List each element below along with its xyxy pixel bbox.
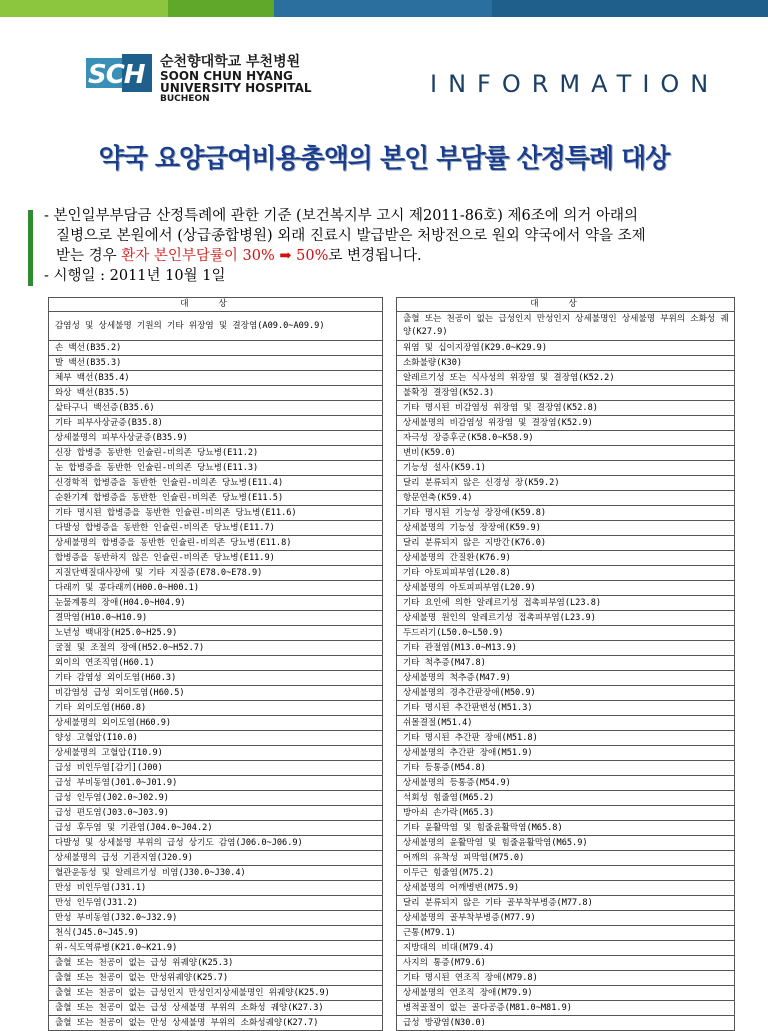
table-row bbox=[397, 806, 735, 821]
table-cell: 기타 감염성 외이도염(H60.3) bbox=[49, 671, 383, 686]
table-row bbox=[49, 386, 383, 401]
table-cell: 다발성 합병증을 동반한 인슐린-비의존 당뇨병(E11.7) bbox=[49, 521, 383, 536]
table-cell: 상세불명 원인의 알레르기성 접촉피부염(L23.9) bbox=[397, 611, 735, 626]
table-row bbox=[397, 971, 735, 986]
table-header: 대상 bbox=[397, 298, 735, 312]
table-row bbox=[49, 521, 383, 536]
table-row bbox=[49, 911, 383, 926]
table-row bbox=[397, 341, 735, 356]
table-row bbox=[397, 686, 735, 701]
logo-text bbox=[160, 54, 311, 104]
table-row bbox=[397, 506, 735, 521]
table-cell: 기타 명시된 연조직 장애(M79.8) bbox=[397, 971, 735, 986]
table-cell: 지방대의 비대(M79.4) bbox=[397, 941, 735, 956]
table-header: 대상 bbox=[49, 298, 383, 312]
notice-accent-bar bbox=[28, 210, 33, 286]
left-disease-table bbox=[48, 297, 383, 1031]
table-cell: 상세불명의 어깨병변(M75.9) bbox=[397, 881, 735, 896]
table-row bbox=[49, 581, 383, 596]
notice-line-1: - 본인일부부담금 산정특례에 관한 기준 (보건복지부 고시 제2011-86호) 제6조에 의거 아래의 bbox=[44, 208, 639, 224]
table-cell: 소화불량(K30) bbox=[397, 356, 735, 371]
table-row bbox=[49, 866, 383, 881]
table-cell: 급성 비인두염[감기](J00) bbox=[49, 761, 383, 776]
table-cell: 불확정 결장염(K52.3) bbox=[397, 386, 735, 401]
table-cell: 손 백선(B35.2) bbox=[49, 341, 383, 356]
hospital-logo bbox=[86, 54, 311, 104]
bar-segment bbox=[274, 0, 492, 17]
table-row bbox=[49, 941, 383, 956]
page-title: 약국 요양급여비용총액의 본인 부담률 산정특례 대상 bbox=[98, 144, 670, 174]
top-color-bar bbox=[0, 0, 768, 17]
table-row bbox=[397, 986, 735, 1001]
table-cell: 기타 명시된 추간판 장애(M51.8) bbox=[397, 731, 735, 746]
table-row bbox=[397, 611, 735, 626]
table-row bbox=[49, 746, 383, 761]
table-cell: 급성 후두염 및 기관염(J04.0~J04.2) bbox=[49, 821, 383, 836]
table-row bbox=[49, 596, 383, 611]
table-row bbox=[397, 536, 735, 551]
table-cell: 기타 관절염(M13.0~M13.9) bbox=[397, 641, 735, 656]
logo-name-ko: 순천향대학교 부천병원 bbox=[160, 54, 301, 70]
table-cell: 신경학적 합병증을 동반한 인슐린-비의존 당뇨병(E11.4) bbox=[49, 476, 383, 491]
table-cell: 방아쇠 손가락(M65.3) bbox=[397, 806, 735, 821]
table-row bbox=[49, 626, 383, 641]
table-cell: 기능성 설사(K59.1) bbox=[397, 461, 735, 476]
table-cell: 지질단백질대사장애 및 기타 지질증(E78.0~E78.9) bbox=[49, 566, 383, 581]
table-row bbox=[49, 926, 383, 941]
table-cell: 달리 분류되지 않은 신경성 장(K59.2) bbox=[397, 476, 735, 491]
table-cell: 만성 부비동염(J32.0~J32.9) bbox=[49, 911, 383, 926]
table-row bbox=[397, 701, 735, 716]
table-row bbox=[397, 821, 735, 836]
table-row bbox=[49, 956, 383, 971]
table-cell: 출혈 또는 천공이 없는 만성위궤양(K25.7) bbox=[49, 971, 383, 986]
notice-highlight: 환자 본인부담률이 30% bbox=[121, 248, 275, 264]
table-row bbox=[397, 956, 735, 971]
table-row bbox=[49, 356, 383, 371]
logo-name-en-3: BUCHEON bbox=[160, 94, 210, 104]
table-row bbox=[397, 836, 735, 851]
table-row bbox=[49, 761, 383, 776]
table-row bbox=[49, 716, 383, 731]
notice-text bbox=[44, 206, 744, 286]
table-cell: 발 백선(B35.3) bbox=[49, 356, 383, 371]
table-cell: 상세불명의 고혈압(I10.9) bbox=[49, 746, 383, 761]
table-row bbox=[49, 821, 383, 836]
table-row bbox=[49, 341, 383, 356]
table-row bbox=[49, 566, 383, 581]
logo-mark-text: SCH bbox=[88, 60, 145, 90]
table-row bbox=[397, 416, 735, 431]
table-cell: 기타 명시된 합병증을 동반한 인슐린-비의존 당뇨병(E11.6) bbox=[49, 506, 383, 521]
table-cell: 감염성 및 상세불명 기원의 기타 위장염 및 결장염(A09.0~A09.9) bbox=[49, 312, 383, 341]
table-row bbox=[49, 971, 383, 986]
table-row bbox=[49, 401, 383, 416]
bar-segment bbox=[168, 0, 274, 17]
table-row bbox=[397, 596, 735, 611]
table-cell: 기타 척추증(M47.8) bbox=[397, 656, 735, 671]
table-cell: 다발성 및 상세불명 부위의 급성 상기도 감염(J06.0~J06.9) bbox=[49, 836, 383, 851]
table-cell: 혈관운동성 및 알레르기성 비염(J30.0~J30.4) bbox=[49, 866, 383, 881]
bar-segment bbox=[0, 0, 168, 17]
logo-name-en-2: UNIVERSITY HOSPITAL bbox=[160, 81, 312, 95]
table-cell: 두드러기(L50.0~L50.9) bbox=[397, 626, 735, 641]
table-cell: 기타 피부사상균증(B35.8) bbox=[49, 416, 383, 431]
table-row bbox=[397, 386, 735, 401]
table-cell: 상세불명의 합병증을 동반한 인슐린-비의존 당뇨병(E11.8) bbox=[49, 536, 383, 551]
notice-line-2: 질병으로 본원에서 (상급종합병원) 외래 진료시 발급받은 처방전으로 원외 약국에서 약을 조제 bbox=[56, 228, 646, 244]
table-row bbox=[49, 536, 383, 551]
table-cell: 어깨의 유착성 피막염(M75.0) bbox=[397, 851, 735, 866]
table-row bbox=[397, 896, 735, 911]
table-row bbox=[397, 626, 735, 641]
table-row bbox=[397, 791, 735, 806]
table-cell: 병적골절이 없는 골다공증(M81.0~M81.9) bbox=[397, 1001, 735, 1016]
table-row bbox=[397, 656, 735, 671]
table-cell: 눈 합병증을 동반한 인슐린-비의존 당뇨병(E11.3) bbox=[49, 461, 383, 476]
table-cell: 달리 분류되지 않은 지방간(K76.0) bbox=[397, 536, 735, 551]
table-row bbox=[397, 851, 735, 866]
table-row bbox=[397, 461, 735, 476]
table-row bbox=[49, 491, 383, 506]
table-row bbox=[397, 581, 735, 596]
table-row bbox=[49, 776, 383, 791]
table-cell: 결막염(H10.0~H10.9) bbox=[49, 611, 383, 626]
table-cell: 신장 합병증 동반한 인슐린-비의존 당뇨병(E11.2) bbox=[49, 446, 383, 461]
table-row bbox=[397, 641, 735, 656]
table-cell: 위염 및 십이지장염(K29.0~K29.9) bbox=[397, 341, 735, 356]
table-row bbox=[49, 431, 383, 446]
table-row bbox=[49, 881, 383, 896]
table-cell: 급성 인두염(J02.0~J02.9) bbox=[49, 791, 383, 806]
table-row bbox=[397, 476, 735, 491]
table-row bbox=[397, 566, 735, 581]
table-row bbox=[49, 1016, 383, 1031]
table-row bbox=[49, 731, 383, 746]
table-row bbox=[397, 491, 735, 506]
table-cell: 상세불명의 아토피피부염(L20.9) bbox=[397, 581, 735, 596]
table-cell: 석회성 힘줄염(M65.2) bbox=[397, 791, 735, 806]
table-cell: 상세불명의 외이도염(H60.9) bbox=[49, 716, 383, 731]
table-cell: 양성 고혈압(I10.0) bbox=[49, 731, 383, 746]
table-row bbox=[397, 926, 735, 941]
table-cell: 노년성 백내장(H25.0~H25.9) bbox=[49, 626, 383, 641]
table-row bbox=[49, 641, 383, 656]
table-row bbox=[49, 791, 383, 806]
table-cell: 기타 명시된 기능성 장장애(K59.8) bbox=[397, 506, 735, 521]
notice-highlight-new-rate: 50% bbox=[296, 248, 329, 264]
table-cell: 다래끼 및 콩다래끼(H00.0~H00.1) bbox=[49, 581, 383, 596]
table-row bbox=[397, 356, 735, 371]
table-cell: 출혈 또는 천공이 없는 급성인지 만성인지상세불명인 위궤양(K25.9) bbox=[49, 986, 383, 1001]
table-row bbox=[397, 371, 735, 386]
table-cell: 출혈 또는 천공이 없는 만성 상세불명 부위의 소화성궤양(K27.7) bbox=[49, 1016, 383, 1031]
notice-line-4: - 시행일 : 2011년 10월 1일 bbox=[44, 268, 226, 284]
table-row bbox=[49, 896, 383, 911]
table-row bbox=[49, 701, 383, 716]
table-cell: 달리 분류되지 않은 기타 골부착부병증(M77.8) bbox=[397, 896, 735, 911]
table-row bbox=[49, 446, 383, 461]
table-cell: 만성 인두염(J31.2) bbox=[49, 896, 383, 911]
table-cell: 상세불명의 피부사상균증(B35.9) bbox=[49, 431, 383, 446]
table-cell: 와상 백선(B35.5) bbox=[49, 386, 383, 401]
table-row bbox=[49, 461, 383, 476]
table-cell: 알레르기성 또는 식사성의 위장염 및 결장염(K52.2) bbox=[397, 371, 735, 386]
table-row bbox=[49, 671, 383, 686]
table-row bbox=[397, 776, 735, 791]
table-cell: 상세불명의 기능성 장장애(K59.9) bbox=[397, 521, 735, 536]
table-row bbox=[397, 941, 735, 956]
table-cell: 상세불명의 등통증(M54.9) bbox=[397, 776, 735, 791]
table-cell: 급성 부비동염(J01.0~J01.9) bbox=[49, 776, 383, 791]
table-cell: 급성 편도염(J03.0~J03.9) bbox=[49, 806, 383, 821]
table-cell: 상세불명의 골부착부병증(M77.9) bbox=[397, 911, 735, 926]
table-row bbox=[49, 986, 383, 1001]
table-row bbox=[397, 1016, 735, 1031]
table-cell: 합병증을 동반하지 않은 인슐린-비의존 당뇨병(E11.9) bbox=[49, 551, 383, 566]
table-cell: 사지의 통증(M79.6) bbox=[397, 956, 735, 971]
table-row bbox=[397, 671, 735, 686]
table-row bbox=[397, 521, 735, 536]
table-cell: 상세불명의 경추간판장애(M50.9) bbox=[397, 686, 735, 701]
notice-line-3-pre: 받는 경우 bbox=[56, 248, 122, 264]
table-cell: 쉬몰결절(M51.4) bbox=[397, 716, 735, 731]
logo-name-en-1: SOON CHUN HYANG bbox=[160, 69, 293, 83]
table-row bbox=[397, 312, 735, 341]
table-row bbox=[49, 806, 383, 821]
table-row bbox=[397, 1001, 735, 1016]
table-cell: 기타 명시된 비감염성 위장염 및 결장염(K52.8) bbox=[397, 401, 735, 416]
table-row bbox=[397, 446, 735, 461]
table-cell: 기타 외이도염(H60.8) bbox=[49, 701, 383, 716]
table-cell: 상세불명의 급성 기관지염(J20.9) bbox=[49, 851, 383, 866]
table-cell: 이두근 힘줄염(M75.2) bbox=[397, 866, 735, 881]
table-row bbox=[397, 716, 735, 731]
table-cell: 항문연축(K59.4) bbox=[397, 491, 735, 506]
notice-line-3-post: 로 변경됩니다. bbox=[328, 248, 422, 264]
logo-mark-icon bbox=[86, 54, 156, 92]
notice-line-3 bbox=[44, 246, 744, 266]
table-row bbox=[49, 476, 383, 491]
arrow-right-icon: ➡ bbox=[274, 248, 297, 264]
table-cell: 굴절 및 조절의 장애(H52.0~H52.7) bbox=[49, 641, 383, 656]
table-cell: 기타 요인에 의한 알레르기성 접촉피부염(L23.8) bbox=[397, 596, 735, 611]
table-cell: 출혈 또는 천공이 없는 급성 위궤양(K25.3) bbox=[49, 956, 383, 971]
table-row bbox=[49, 371, 383, 386]
table-row bbox=[397, 431, 735, 446]
table-cell: 기타 아토피피부염(L20.8) bbox=[397, 566, 735, 581]
table-cell: 상세불명의 간질환(K76.9) bbox=[397, 551, 735, 566]
table-cell: 상세불명의 추간판 장애(M51.9) bbox=[397, 746, 735, 761]
table-cell: 위-식도역류병(K21.0~K21.9) bbox=[49, 941, 383, 956]
table-row bbox=[397, 866, 735, 881]
table-cell: 상세불명의 윤활막염 및 힘줄윤활막염(M65.9) bbox=[397, 836, 735, 851]
table-cell: 만성 비인두염(J31.1) bbox=[49, 881, 383, 896]
table-row bbox=[397, 881, 735, 896]
table-row bbox=[397, 761, 735, 776]
table-row bbox=[397, 401, 735, 416]
table-cell: 출혈 또는 천공이 없는 급성인지 만성인지 상세불명인 상세불명 부위의 소화성 궤양(K27.9) bbox=[397, 312, 735, 341]
table-row bbox=[49, 686, 383, 701]
table-cell: 기타 윤활막염 및 힘줄윤활막염(M65.8) bbox=[397, 821, 735, 836]
table-row bbox=[49, 656, 383, 671]
table-cell: 근통(M79.1) bbox=[397, 926, 735, 941]
bar-segment bbox=[492, 0, 768, 17]
table-cell: 외이의 연조직염(H60.1) bbox=[49, 656, 383, 671]
table-cell: 상세불명의 연조직 장애(M79.9) bbox=[397, 986, 735, 1001]
table-cell: 급성 방광염(N30.0) bbox=[397, 1016, 735, 1031]
table-row bbox=[49, 836, 383, 851]
table-cell: 체부 백선(B35.4) bbox=[49, 371, 383, 386]
table-cell: 출혈 또는 천공이 없는 급성 상세불명 부위의 소화성 궤양(K27.3) bbox=[49, 1001, 383, 1016]
table-row bbox=[49, 416, 383, 431]
table-row bbox=[397, 731, 735, 746]
table-cell: 상세불명의 척추증(M47.9) bbox=[397, 671, 735, 686]
table-row bbox=[49, 611, 383, 626]
table-row bbox=[49, 506, 383, 521]
table-row bbox=[49, 1001, 383, 1016]
table-cell: 상세불명의 비감염성 위장염 및 결장염(K52.9) bbox=[397, 416, 735, 431]
information-heading: INFORMATION bbox=[430, 70, 720, 98]
table-row bbox=[49, 312, 383, 341]
table-cell: 천식(J45.0~J45.9) bbox=[49, 926, 383, 941]
table-cell: 눈물계통의 장애(H04.0~H04.9) bbox=[49, 596, 383, 611]
table-row bbox=[397, 746, 735, 761]
table-cell: 기타 명시된 추간판변성(M51.3) bbox=[397, 701, 735, 716]
table-row bbox=[397, 551, 735, 566]
table-cell: 순환기계 합병증을 동반한 인슐린-비의존 당뇨병(E11.5) bbox=[49, 491, 383, 506]
table-row bbox=[397, 911, 735, 926]
table-row bbox=[49, 551, 383, 566]
table-cell: 샅타구니 백선증(B35.6) bbox=[49, 401, 383, 416]
table-cell: 비감염성 급성 외이도염(H60.5) bbox=[49, 686, 383, 701]
table-cell: 변비(K59.0) bbox=[397, 446, 735, 461]
table-row bbox=[49, 851, 383, 866]
table-cell: 자극성 장증후군(K58.0~K58.9) bbox=[397, 431, 735, 446]
right-disease-table bbox=[396, 297, 735, 1031]
table-cell: 기타 등통증(M54.8) bbox=[397, 761, 735, 776]
